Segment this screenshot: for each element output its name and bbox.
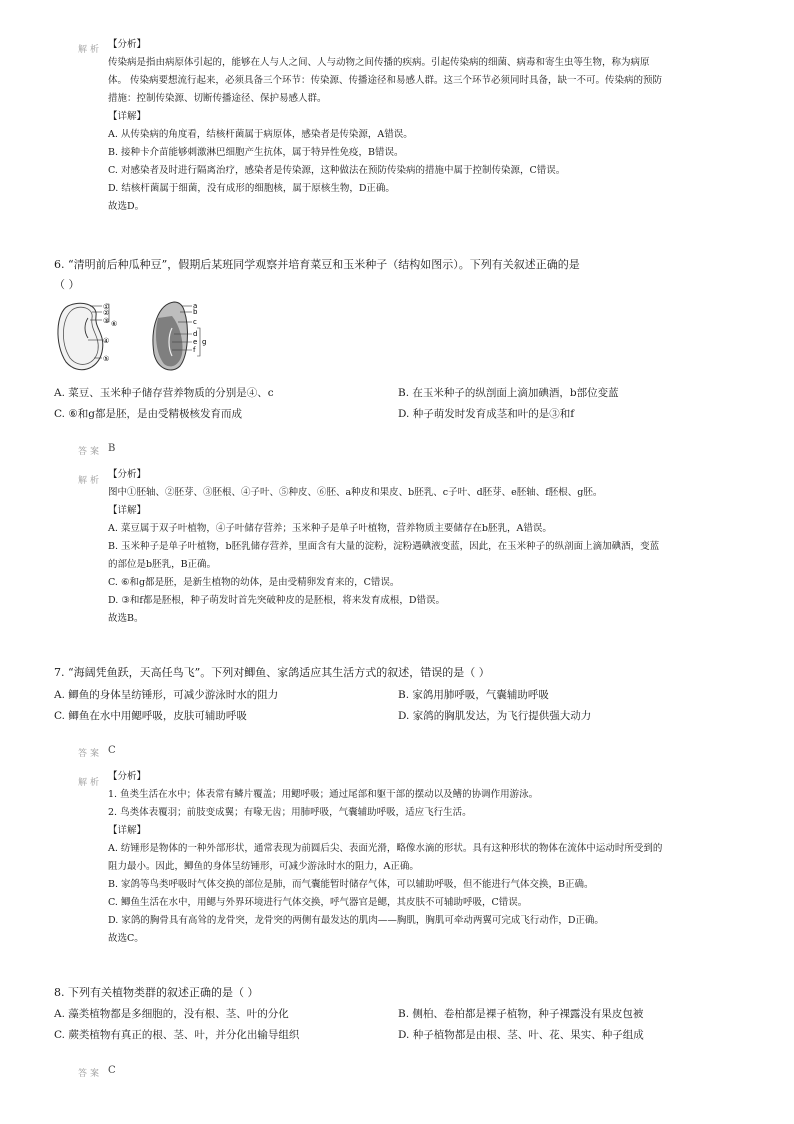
bean-label: ③ [103,317,110,325]
q8-answer: C [108,1065,116,1076]
q8-option-d: D. 种子植物都是由根、茎、叶、花、果实、种子组成 [398,1029,644,1041]
analysis-line: 【分析】 [108,469,147,480]
corn-label: a [193,302,198,310]
analysis-line: 2. 鸟类体表覆羽；前肢变成翼；有喙无齿；用肺呼吸，气囊辅助呼吸，适应飞行生活。 [108,807,472,818]
analysis-line: 【分析】 [108,39,147,50]
analysis-line: 的部位是b胚乳，B正确。 [108,559,217,570]
bean-label: ② [103,309,110,317]
analysis-line: 阻力最小。因此，鲫鱼的身体呈纺锤形，可减少游泳时水的阻力，A正确。 [108,861,419,872]
q6-option-a: A. 菜豆、玉米种子储存营养物质的分别是④、c [54,387,274,399]
analysis-line: B. 家鸽等鸟类呼吸时气体交换的部位是肺，而气囊能暂时储存气体，可以辅助呼吸，但不能进行气体交换，B正确。 [108,879,594,890]
q6-answer: B [108,443,116,454]
analysis-label: 解析 [78,476,103,486]
q8-option-a: A. 藻类植物都是多细胞的，没有根、茎、叶的分化 [54,1008,289,1020]
analysis-line: B. 玉米种子是单子叶植物，b胚乳储存营养，里面含有大量的淀粉，淀粉遇碘液变蓝，因此，在玉米种子的纵剖面上滴加碘酒，变蓝 [108,541,660,552]
answer-label: 答案 [78,447,103,457]
analysis-line: B. 接种卡介苗能够刺激淋巴细胞产生抗体，属于特异性免疫，B错误。 [108,147,404,158]
analysis-line: A. 菜豆属于双子叶植物，④子叶储存营养；玉米种子是单子叶植物，营养物质主要储存在b胚乳，A错误。 [108,523,552,534]
corn-label: b [193,308,198,316]
corn-seed-diagram [153,302,206,370]
analysis-line: 故选B。 [108,613,144,624]
analysis-line: 1. 鱼类生活在水中；体表常有鳞片覆盖；用鳃呼吸；通过尾部和躯干部的摆动以及鳍的协调作用游泳。 [108,789,539,800]
answer-label: 答案 [78,749,103,759]
q7-option-d: D. 家鸽的胸肌发达，为飞行提供强大动力 [398,710,592,722]
analysis-line: C. 鲫鱼生活在水中，用鳃与外界环境进行气体交换，呼气器官是鳃，其皮肤不可辅助呼吸，C错误。 [108,897,528,908]
bean-label: ⑥ [111,320,118,328]
q6-option-c: C. ⑥和g都是胚，是由受精极核发育而成 [54,408,242,420]
q5-analysis [108,36,662,216]
q6-answer-paren: （ ） [54,278,80,291]
q8-option-c: C. 蕨类植物有真正的根、茎、叶，并分化出输导组织 [54,1029,300,1041]
analysis-line: D. 家鸽的胸骨具有高耸的龙骨突，龙骨突的两侧有最发达的肌肉——胸肌，胸肌可牵动两翼可完成飞行动作，D正确。 [108,915,604,926]
q6-stem: 6. “清明前后种瓜种豆”，假期后某班同学观察并培育菜豆和玉米种子（结构如图示）。下列有关叙述正确的是 [54,258,580,271]
bean-label: ④ [103,337,110,345]
corn-label: d [193,330,198,338]
analysis-line: 【详解】 [108,825,147,836]
q7-option-a: A. 鲫鱼的身体呈纺锤形，可减少游泳时水的阻力 [54,689,279,701]
analysis-line: 【详解】 [108,111,147,122]
analysis-label: 解析 [78,778,103,788]
analysis-line: C. 对感染者及时进行隔离治疗，感染者是传染源，这种做法在预防传染病的措施中属于控制传染源，C错误。 [108,165,566,176]
analysis-line: A. 从传染病的角度看，结核杆菌属于病原体，感染者是传染源，A错误。 [108,129,413,140]
q7-answer: C [108,745,116,756]
q7-option-b: B. 家鸽用肺呼吸，气囊辅助呼吸 [398,689,549,701]
q6-option-b: B. 在玉米种子的纵剖面上滴加碘酒，b部位变蓝 [398,387,619,399]
q7-option-c: C. 鲫鱼在水中用鳃呼吸，皮肤可辅助呼吸 [54,710,247,722]
bean-seed-diagram [58,303,117,370]
answer-label: 答案 [78,1069,103,1079]
analysis-line: 传染病是指由病原体引起的，能够在人与人之间、人与动物之间传播的疾病。引起传染病的细菌、病毒和寄生虫等生物，称为病原 [108,57,650,68]
analysis-line: A. 纺锤形是物体的一种外部形状，通常表现为前圆后尖、表面光滑，略像水滴的形状。具有这种形状的物体在流体中运动时所受到的 [108,843,663,854]
analysis-line: 图中①胚轴、②胚芽、③胚根、④子叶、⑤种皮、⑥胚、a种皮和果皮、b胚乳、c子叶、d胚芽、e胚轴、f胚根、g胚。 [108,487,603,498]
analysis-line: 体。 传染病要想流行起来，必须具备三个环节：传染源、传播途径和易感人群。这三个环节必须同时具备，缺一不可。传染病的预防 [108,75,663,86]
q7-analysis [108,768,662,948]
bean-label: ① [103,303,110,311]
analysis-line: 措施：控制传染源、切断传播途径、保护易感人群。 [108,93,327,104]
bean-label: ⑤ [103,355,110,363]
analysis-line: C. ⑥和g都是胚，是新生植物的幼体，是由受精卵发育来的，C错误。 [108,577,400,588]
analysis-line: 【分析】 [108,771,147,782]
analysis-line: 【详解】 [108,505,147,516]
q7-stem: 7. “海阔凭鱼跃，天高任鸟飞”。下列对鲫鱼、家鸽适应其生活方式的叙述，错误的是（ ） [54,666,490,679]
q8-stem: 8. 下列有关植物类群的叙述正确的是（ ） [54,986,259,999]
seed-structure-figure [54,298,234,374]
analysis-label: 解析 [78,45,103,55]
q6-option-d: D. 种子萌发时发育成茎和叶的是③和f [398,408,575,420]
q6-analysis [108,466,659,628]
analysis-line: D. ③和f都是胚根，种子萌发时首先突破种皮的是胚根，将来发育成根，D错误。 [108,595,445,606]
analysis-line: D. 结核杆菌属于细菌，没有成形的细胞核，属于原核生物，D正确。 [108,183,395,194]
analysis-line: 故选D。 [108,201,145,212]
corn-label: e [193,338,198,346]
corn-label: c [193,318,197,326]
analysis-line: 故选C。 [108,933,144,944]
q8-option-b: B. 侧柏、卷柏都是裸子植物，种子裸露没有果皮包被 [398,1008,644,1020]
corn-label: g [202,338,207,346]
corn-label: f [193,346,196,354]
